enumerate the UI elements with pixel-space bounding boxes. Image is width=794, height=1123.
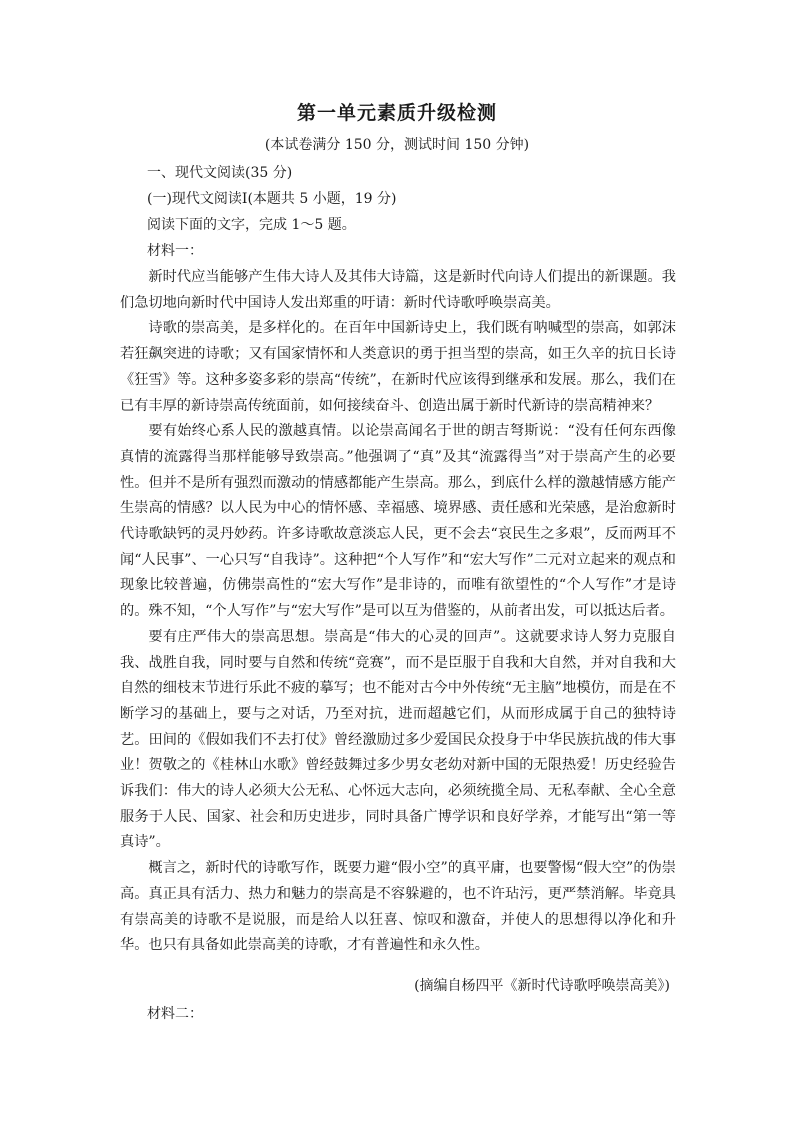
page-title: 第一单元素质升级检测: [296, 102, 497, 124]
paragraph: 概言之，新时代的诗歌写作，既要力避“假小空”的真平庸，也要警惕“假大空”的伪崇高。真正具有活力、热力和魅力的崇高是不容躲避的，也不许玷污，更严禁消解。毕竟具有崇高美的诗歌不是说服，而是给人以狂喜、惊叹和激奋，并使人的思想得以净化和升华。也只有具备如此崇高美的诗歌，才有普遍性和永久性。: [120, 860, 676, 954]
material-one-body: [120, 265, 676, 959]
exam-info: (本试卷满分 150 分，测试时间 150 分钟): [264, 137, 530, 153]
section-heading: 一、现代文阅读(35 分): [147, 165, 293, 181]
reading-instruction: 阅读下面的文字，完成 1～5 题。: [147, 217, 356, 233]
paragraph: 要有始终心系人民的激越真情。以论崇高闻名于世的朗吉弩斯说：“没有任何东西像真情的流露得当那样能够导致崇高。”他强调了“真”及其“流露得当”对于崇高产生的必要性。但并不是所有强烈而激动的情感都能产生崇高。那么，到底什么样的激越情感方能产生崇高的情感？以人民为中心的情怀感、幸福感、境界感、责任感和光荣感，是治愈新时代诗歌缺钙的灵丹妙药。许多诗歌故意淡忘人民，更不会去“哀民生之多艰”，反而两耳不闻“人民事”、一心只写“自我诗”。这种把“个人写作”和“宏大写作”二元对立起来的观点和现象比较普遍，仿佛崇高性的“宏大写作”是非诗的，而唯有欲望性的“个人写作”才是诗的。殊不知，“个人写作”与“宏大写作”是可以互为借鉴的，从前者出发，可以抵达后者。: [120, 423, 676, 620]
paragraph: 新时代应当能够产生伟大诗人及其伟大诗篇，这是新时代向诗人们提出的新课题。我们急切地向新时代中国诗人发出郑重的吁请：新时代诗歌呼唤崇高美。: [120, 269, 676, 311]
paragraph: 要有庄严伟大的崇高思想。崇高是“伟大的心灵的回声”。这就要求诗人努力克服自我、战胜自我，同时要与自然和传统“竞赛”，而不是臣服于自我和大自然，并对自我和大自然的细枝末节进行乐此不疲的摹写；也不能对古今中外传统“无主脑”地模仿，而是在不断学习的基础上，要与之对话，乃至对抗，进而超越它们，从而形成属于自己的独特诗艺。田间的《假如我们不去打仗》曾经激励过多少爱国民众投身于中华民族抗战的伟大事业！贺敬之的《桂林山水歌》曾经鼓舞过多少男女老幼对新中国的无限热爱！历史经验告诉我们：伟大的诗人必须大公无私、心怀远大志向，必须统揽全局、无私奉献、全心全意服务于人民、国家、社会和历史进步，同时具备广博学识和良好学养，才能写出“第一等真诗”。: [120, 628, 676, 851]
material-one-label: 材料一：: [147, 243, 203, 259]
subsection-heading: (一)现代文阅读Ⅰ(本题共 5 小题，19 分): [147, 191, 397, 207]
source-citation: (摘编自杨四平《新时代诗歌呼唤崇高美》): [414, 978, 670, 994]
paragraph: 诗歌的崇高美，是多样化的。在百年中国新诗史上，我们既有呐喊型的崇高，如郭沫若狂飙突进的诗歌；又有国家情怀和人类意识的勇于担当型的崇高，如王久辛的抗日长诗《狂雪》等。这种多姿多彩的崇高“传统”，在新时代应该得到继承和发展。那么，我们在已有丰厚的新诗崇高传统面前，如何接续奋斗、创造出属于新时代新诗的崇高精神来？: [120, 320, 676, 414]
material-two-label: 材料二：: [147, 1006, 203, 1022]
